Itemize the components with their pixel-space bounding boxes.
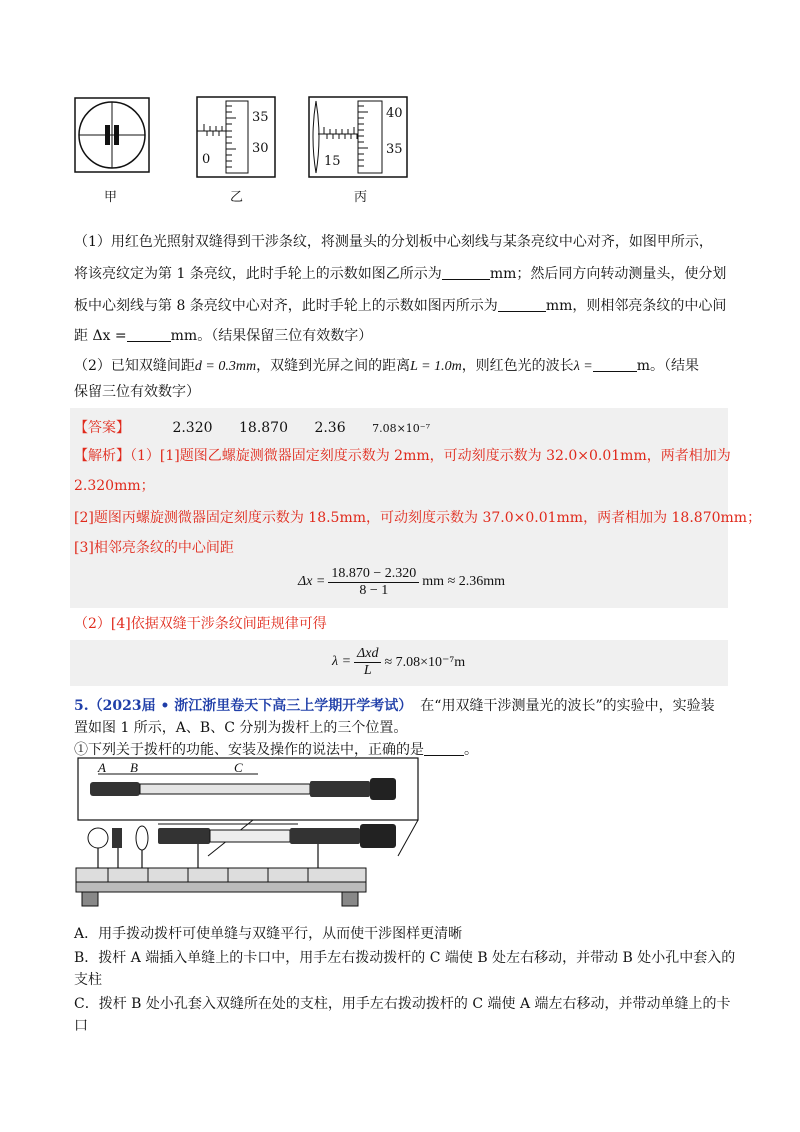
q1-line3: 板中心刻线与第 8 条亮纹中心对齐，此时手轮上的示数如图丙所示为 mm，则相邻亮条纹的中心间 [74,298,727,314]
analysis-line2: 2.320mm； [74,478,155,494]
q2-line2: 保留三位有效数字） [74,384,200,400]
blank-2 [498,297,546,312]
bing-scale-40: 40 [386,106,403,121]
q5-line3: ①下列关于拨杆的功能、安装及操作的说法中，正确的是 。 [74,742,478,758]
blank-3 [127,327,171,342]
yi-scale-35: 35 [252,110,269,125]
equation-lambda: λ = $\frac{\text{Δxd}}{L}$ ≈ 7.08×10⁻⁷m [332,645,466,678]
q1-line2: 将该亮纹定为第 1 条亮纹，此时手轮上的示数如图乙所示为 mm；然后同方向转动测量头，使分划 [74,266,727,282]
q5-line1: 5.（2023届 • 浙江浙里卷天下高三上学期开学考试） 在“用双缝干涉测量光的波长”的实验中，实验装 [74,698,715,714]
label-jia: 甲 [104,190,118,205]
answer-line: 【答案】 2.320 18.870 2.36 7.08×10⁻⁷ [74,420,430,436]
q5-line2: 置如图 1 所示，A、B、C 分别为拨杆上的三个位置。 [74,720,408,736]
q2-line1: （2）已知双缝间距d = 0.3mm，双缝到光屏之间的距离L = 1.0m，则红色光的波长λ = m。（结果 [74,358,699,374]
analysis-line4: [3]相邻亮条纹的中心间距 [74,540,234,556]
option-a: A．用手拨动拨杆可使单缝与双缝平行，从而使干涉图样更清晰 [74,926,463,942]
bing-scale-35: 35 [386,142,403,157]
figure-jia [74,97,150,173]
analysis-line3: [2]题图丙螺旋测微器固定刻度示数为 18.5mm，可动刻度示数为 37.0×0.01mm，两者相加为 18.870mm； [74,510,762,526]
label-b: B [130,760,138,775]
option-b-line2: 支柱 [74,972,102,988]
label-a: A [98,760,106,775]
bing-scale-15: 15 [324,154,341,169]
analysis-line1: 【解析】（1）[1]题图乙螺旋测微器固定刻度示数为 2mm，可动刻度示数为 32.0×0.01mm，两者相加为 [74,448,731,464]
blank-5 [424,741,464,756]
figure-bing [308,96,408,178]
q1-line4: 距 Δx = mm。（结果保留三位有效数字） [74,328,373,344]
equation-delta-x: Δx = $\frac{18.870 - 2.320}{8 - 1}$ mm ≈ 2.36mm [298,565,506,598]
analysis-line5: （2）[4]依据双缝干涉条纹间距规律可得 [74,616,327,632]
label-c: C [234,760,243,775]
apparatus-figure [68,756,430,916]
yi-scale-0: 0 [202,152,211,167]
option-c-line1: C．拨杆 B 处小孔套入双缝所在处的支柱，用手左右拨动拨杆的 C 端使 A 端左右移动，并带动单缝上的卡 [74,996,731,1012]
label-bing: 丙 [354,190,368,205]
label-yi: 乙 [230,190,244,205]
blank-4 [593,357,637,372]
blank-1 [442,265,490,280]
figure-yi [196,96,276,178]
option-c-line2: 口 [74,1018,88,1034]
option-b-line1: B．拨杆 A 端插入单缝上的卡口中，用手左右拨动拨杆的 C 端使 B 处左右移动，并带动 B 处小孔中套入的 [74,950,736,966]
q1-line1: （1）用红色光照射双缝得到干涉条纹，将测量头的分划板中心刻线与某条亮纹中心对齐，如图甲所示， [74,234,713,250]
yi-scale-30: 30 [252,141,269,156]
